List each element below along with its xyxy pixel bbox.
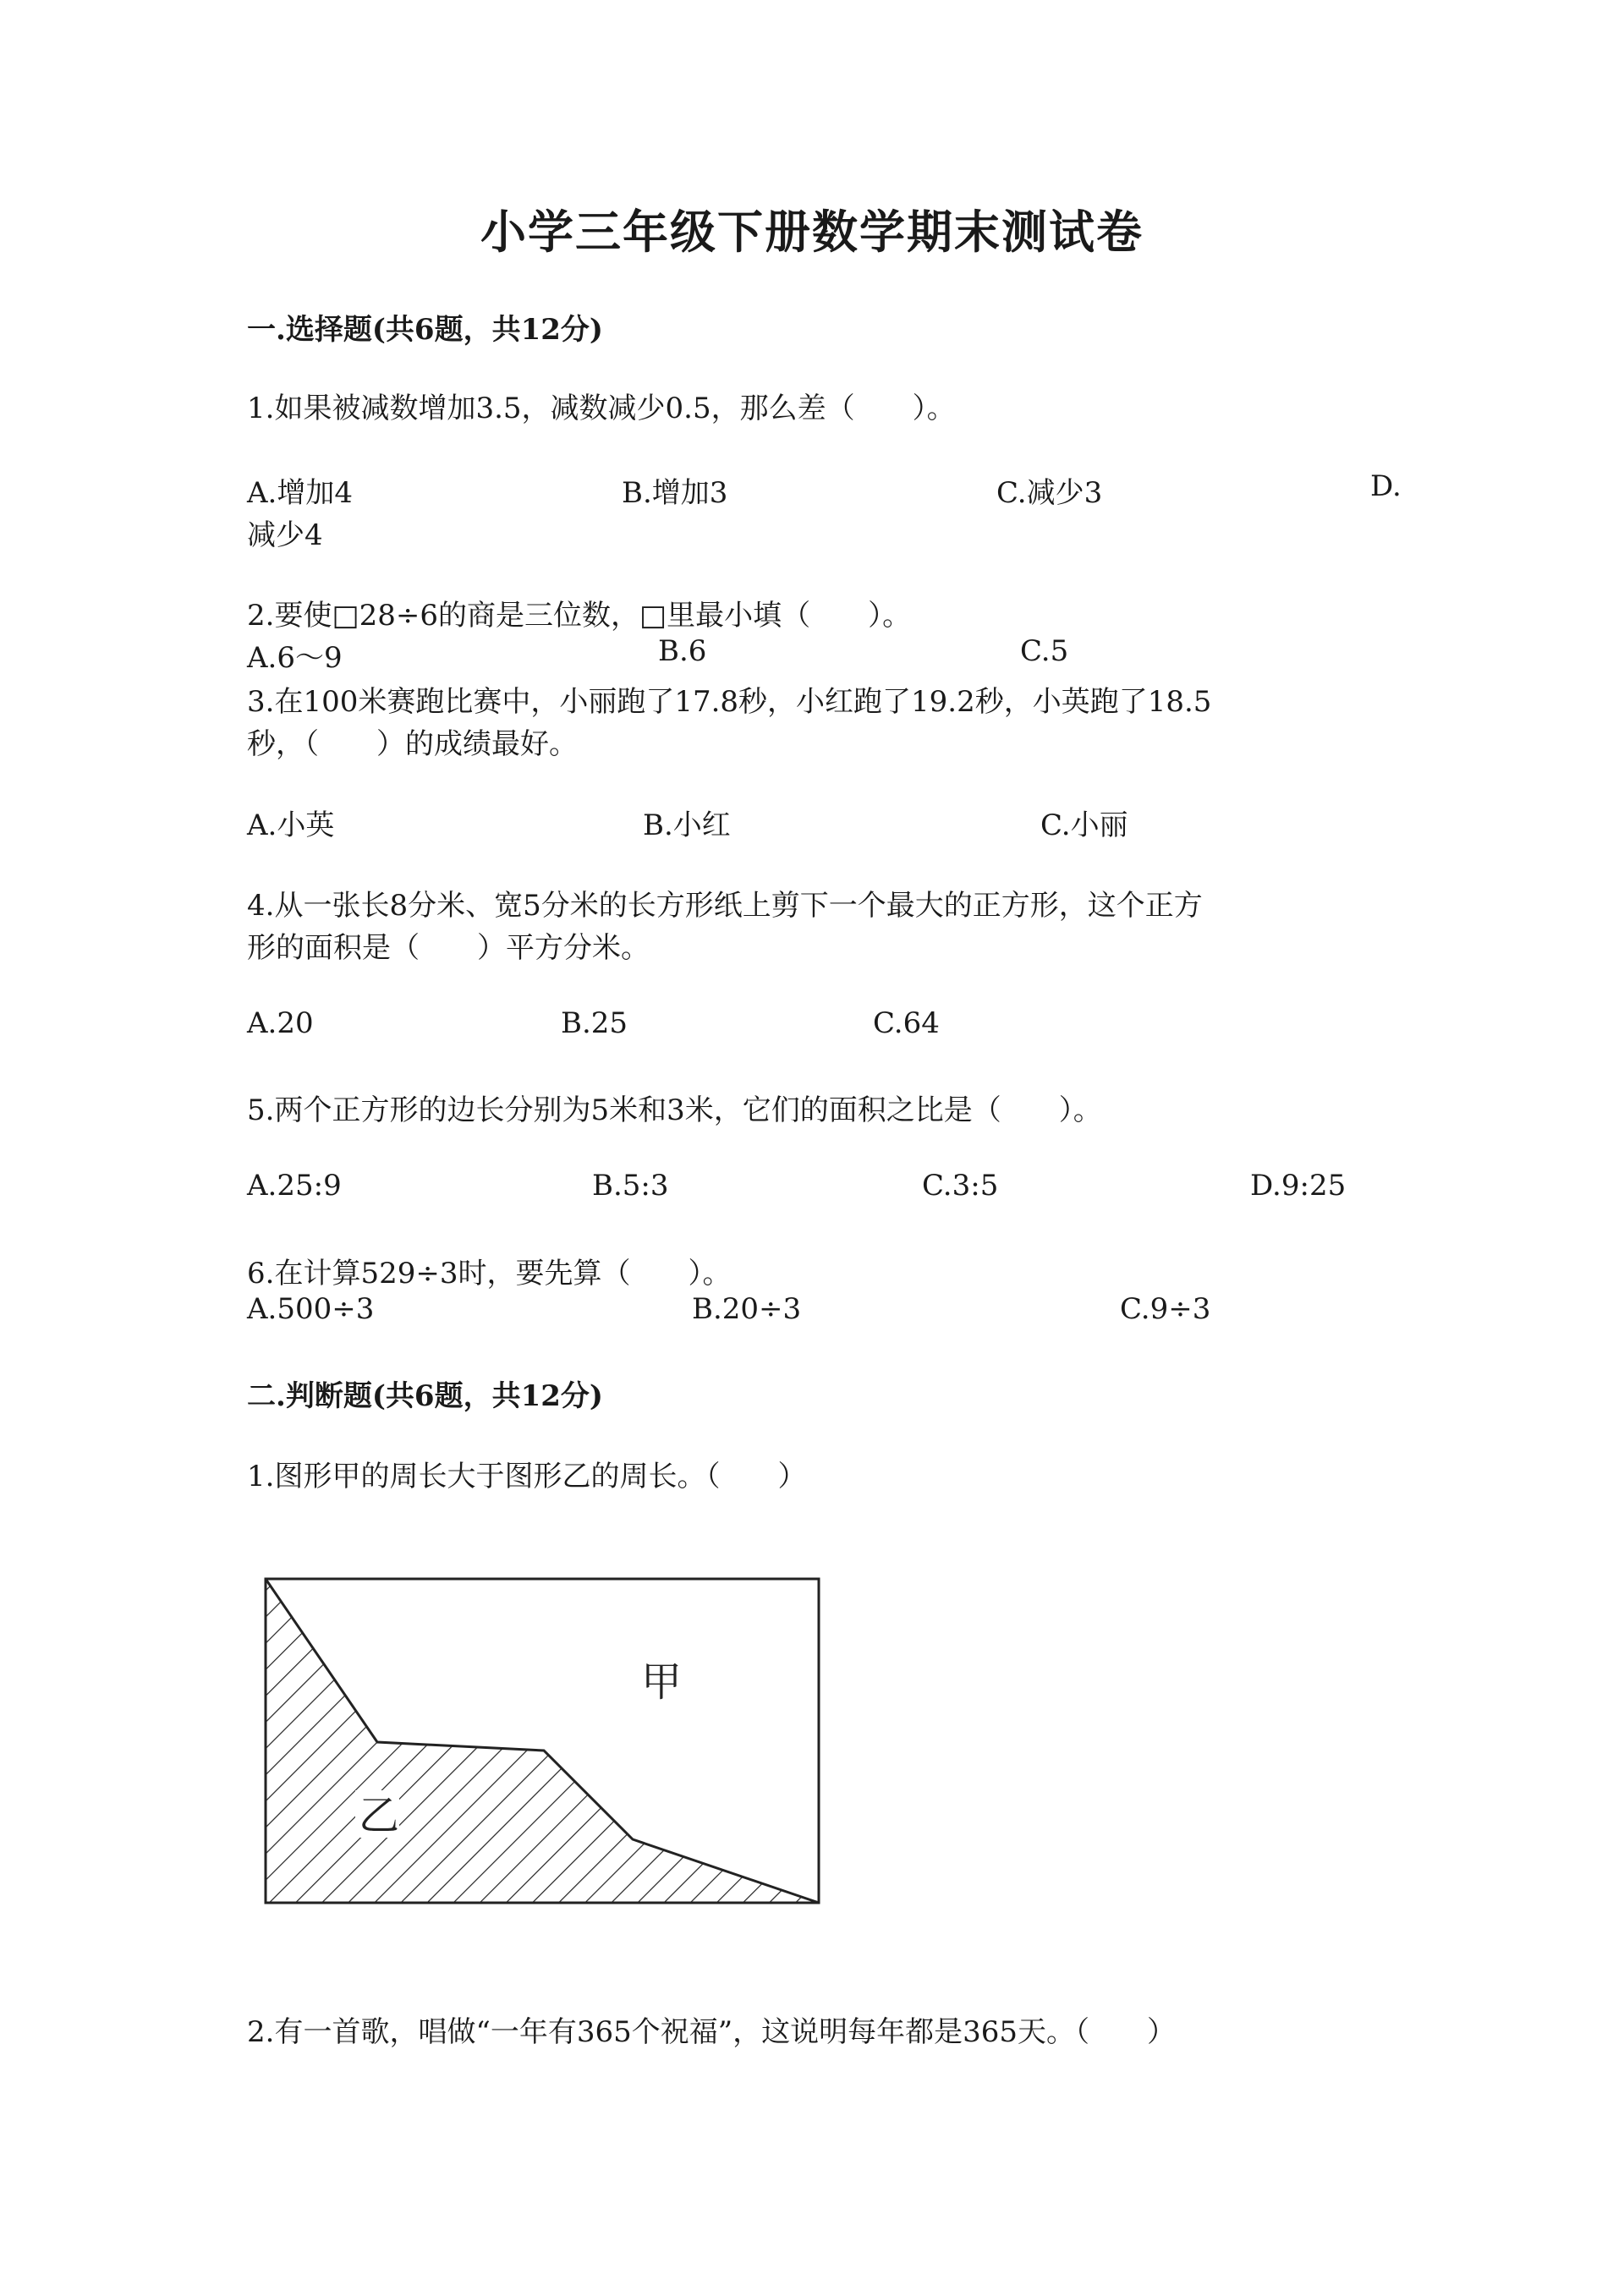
option-b: B.25: [561, 1006, 628, 1040]
question-text: 6.在计算529÷3时，要先算（ ）。: [247, 1257, 732, 1290]
option-d-text: 减少4: [247, 518, 323, 552]
option-c: C.64: [873, 1006, 940, 1040]
question-text: 1.如果被减数增加3.5，减数减少0.5，那么差（ ）。: [247, 392, 956, 425]
option-c: C.3:5: [922, 1169, 999, 1203]
option-d: D.9:25: [1250, 1169, 1347, 1203]
label-jia: 甲: [641, 1658, 683, 1706]
option-a: A.小英: [247, 808, 335, 842]
option-c: C.9÷3: [1120, 1292, 1211, 1326]
option-a: A.500÷3: [247, 1292, 375, 1326]
question-text: 2.有一首歌，唱做“一年有365个祝福”，这说明每年都是365天。（ ）: [247, 2015, 1176, 2049]
option-a: A.25:9: [247, 1169, 342, 1203]
option-b: B.20÷3: [692, 1292, 802, 1326]
option-c: C.减少3: [996, 476, 1103, 510]
question-text: 1.图形甲的周长大于图形乙的周长。（ ）: [247, 1460, 807, 1493]
option-b: B.6: [658, 634, 707, 668]
option-b: B.小红: [643, 808, 731, 842]
option-c: C.小丽: [1040, 808, 1128, 842]
section-heading-choice: 一.选择题(共6题，共12分): [247, 313, 603, 347]
page-title: 小学三年级下册数学期末测试卷: [480, 205, 1144, 259]
question-text-cont: 形的面积是（ ）平方分米。: [247, 931, 650, 965]
question-text: 2.要使□28÷6的商是三位数，□里最小填（ ）。: [247, 599, 912, 633]
option-c: C.5: [1020, 634, 1069, 668]
question-text: 4.从一张长8分米、宽5分米的长方形纸上剪下一个最大的正方形，这个正方: [247, 889, 1203, 923]
option-a: A.增加4: [247, 476, 353, 510]
question-text: 3.在100米赛跑比赛中，小丽跑了17.8秒，小红跑了19.2秒，小英跑了18.5: [247, 685, 1212, 719]
option-a: A.6～9: [247, 641, 343, 675]
option-a: A.20: [247, 1006, 314, 1040]
question-text-cont: 秒，（ ）的成绩最好。: [247, 727, 578, 761]
option-d: D.: [1370, 469, 1402, 503]
option-b: B.5:3: [592, 1169, 669, 1203]
section-heading-judge: 二.判断题(共6题，共12分): [247, 1379, 603, 1413]
region-yi-hatching: [266, 1579, 819, 1903]
question-text: 5.两个正方形的边长分别为5米和3米，它们的面积之比是（ ）。: [247, 1093, 1102, 1127]
option-b: B.增加3: [622, 476, 728, 510]
shape-figure: [261, 1569, 827, 1907]
label-yi: 乙: [359, 1792, 400, 1839]
